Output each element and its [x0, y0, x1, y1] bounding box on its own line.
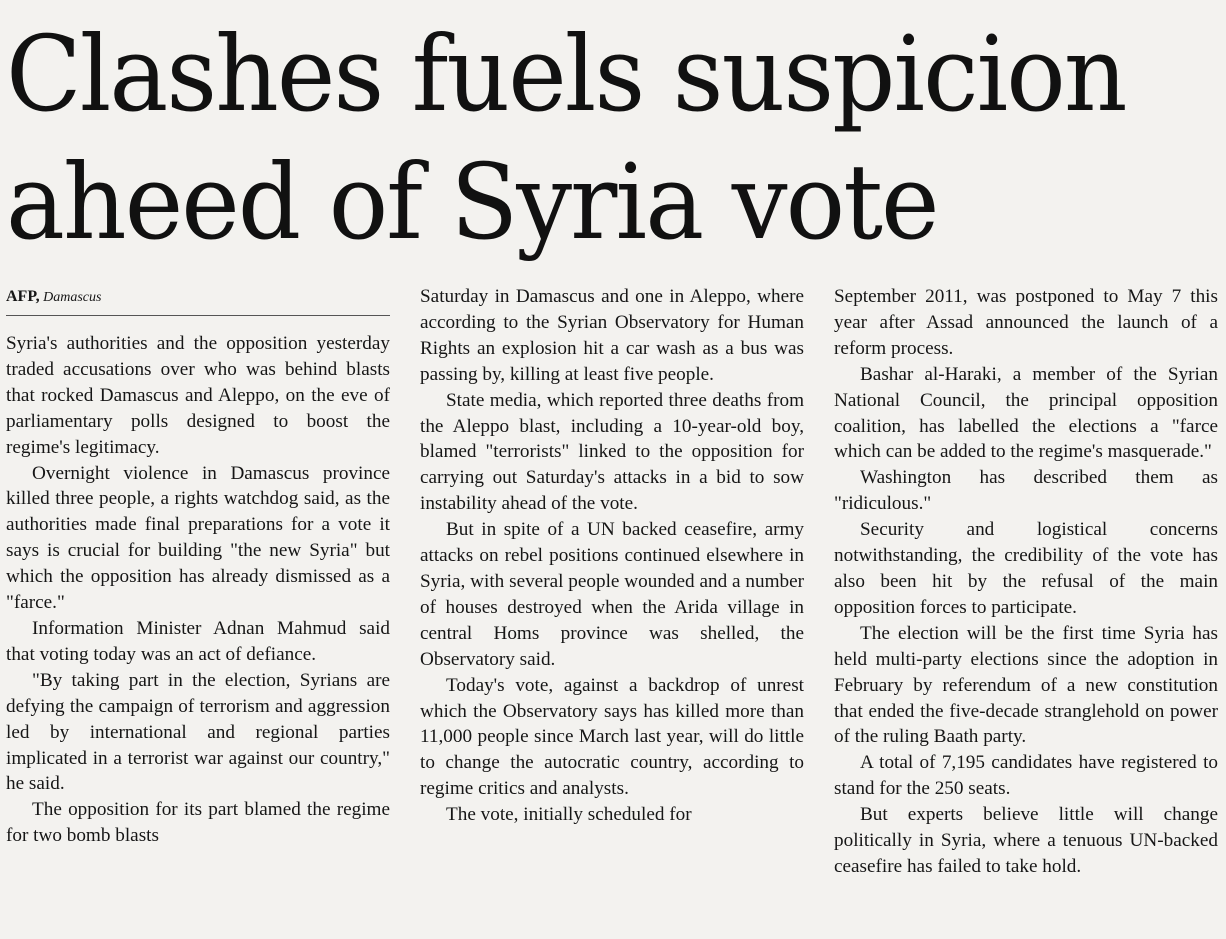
- paragraph: Information Minister Adnan Mahmud said that voting today was an act of defiance.: [6, 617, 390, 665]
- headline-line-2: aheed of Syria vote: [6, 141, 938, 263]
- article-body: [6, 284, 1220, 934]
- paragraph: September 2011, was postponed to May 7 this year after Assad announced the launch of a reform process.: [834, 286, 1218, 359]
- paragraph: Bashar al-Haraki, a member of the Syrian National Council, the principal opposition coalition, has labelled the elections a "farce which can be added to the regime's masquerade.": [834, 363, 1218, 463]
- paragraph: State media, which reported three deaths from the Aleppo blast, including a 10-year-old boy, blamed "terrorists" linked to the opposition for carrying out Saturday's attacks in a bid to sow instability ahead of the vote.: [420, 389, 804, 515]
- byline-dateline: Damascus: [43, 290, 102, 305]
- paragraph: "By taking part in the election, Syrians are defying the campaign of terrorism and aggression led by international and regional parties implicated in a terrorist war against our country," he said.: [6, 669, 390, 795]
- paragraph: Overnight violence in Damascus province killed three people, a rights watchdog said, as the authorities made final preparations for a vote it says is crucial for building "the new Syria" but which the opposition has already dismissed as a "farce.": [6, 462, 390, 614]
- headline-line-1: Clashes fuels suspicion: [6, 13, 1126, 135]
- paragraph: Today's vote, against a backdrop of unrest which the Observatory says has killed more than 11,000 people since March last year, will do little to change the autocratic country, according to regime critics and analysts.: [420, 674, 804, 800]
- paragraph: A total of 7,195 candidates have registered to stand for the 250 seats.: [834, 752, 1218, 800]
- paragraph: The opposition for its part blamed the regime for two bomb blasts: [6, 799, 390, 847]
- headline: [6, 10, 1159, 266]
- article-column-1: [6, 288, 390, 934]
- paragraph: Syria's authorities and the opposition yesterday traded accusations over who was behind blasts that rocked Damascus and Aleppo, on the eve of parliamentary polls designed to boost the regime's legitimacy.: [6, 333, 390, 458]
- paragraph: The election will be the first time Syria has held multi-party elections since the adoption in February by referendum of a new constitution that ended the five-decade stranglehold on power of the ruling Baath party.: [834, 622, 1218, 748]
- byline-agency: AFP,: [6, 288, 40, 305]
- paragraph: Washington has described them as "ridiculous.": [834, 467, 1218, 515]
- article-column-2: [420, 284, 804, 934]
- byline: [6, 288, 390, 316]
- paragraph: But experts believe little will change politically in Syria, where a tenuous UN-backed ceasefire has failed to take hold.: [834, 804, 1218, 877]
- paragraph: Saturday in Damascus and one in Aleppo, where according to the Syrian Observatory for Human Rights an explosion hit a car wash as a bus was passing by, killing at least five people.: [420, 286, 804, 385]
- paragraph: But in spite of a UN backed ceasefire, army attacks on rebel positions continued elsewhere in Syria, with several people wounded and a number of houses destroyed when the Arida village in central Homs province was shelled, the Observatory said.: [420, 519, 804, 670]
- paragraph: The vote, initially scheduled for: [446, 804, 692, 826]
- article-column-3: [834, 284, 1218, 934]
- paragraph: Security and logistical concerns notwithstanding, the credibility of the vote has also been hit by the refusal of the main opposition forces to participate.: [834, 519, 1218, 618]
